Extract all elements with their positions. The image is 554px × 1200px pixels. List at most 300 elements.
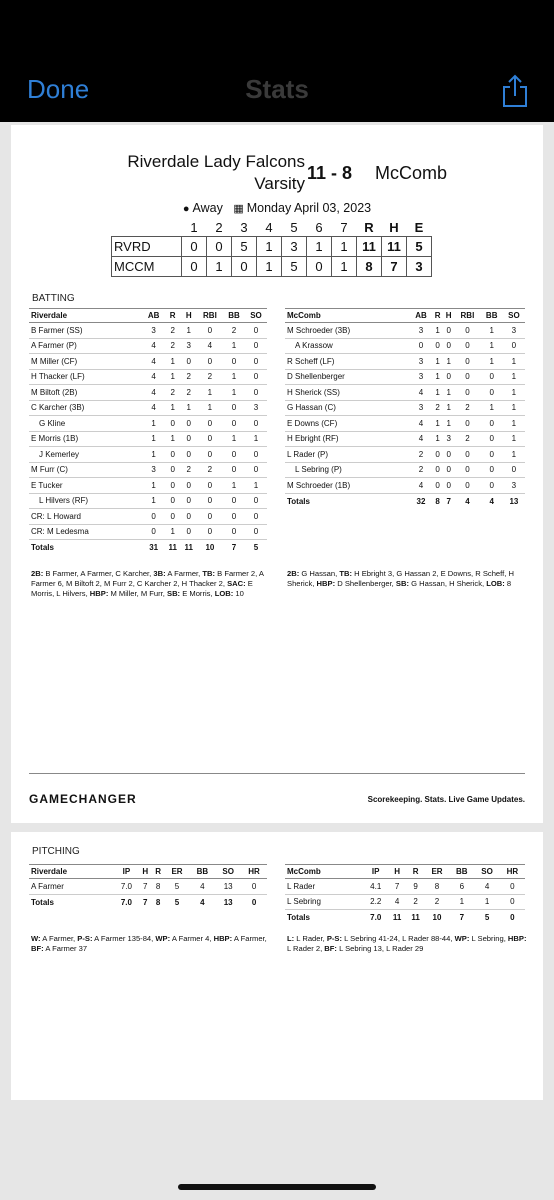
total-cell: 11 bbox=[184, 543, 193, 552]
stat-cell: 4 bbox=[143, 354, 165, 370]
stat-cell: 0 bbox=[432, 478, 443, 494]
stat-cell: 3 bbox=[143, 462, 165, 478]
stat-cell: 1 bbox=[143, 493, 165, 509]
navigation-bar bbox=[0, 0, 554, 122]
stat-cell: 3 bbox=[410, 369, 432, 385]
linescore-inning-cell: 3 bbox=[282, 236, 307, 256]
stat-cell: 0 bbox=[503, 462, 525, 478]
box-col-header: BB bbox=[189, 865, 215, 879]
stat-cell: 0 bbox=[223, 447, 245, 463]
table-row bbox=[285, 431, 525, 447]
stat-cell: 0 bbox=[432, 338, 443, 354]
player-name: CR: M Ledesma bbox=[29, 524, 143, 540]
table-row bbox=[285, 447, 525, 463]
note-key: P-S: bbox=[326, 934, 343, 943]
note-key: L: bbox=[287, 934, 295, 943]
stat-cell: 3 bbox=[503, 323, 525, 339]
stat-cell: 9 bbox=[406, 879, 425, 895]
player-name: M Schroeder (3B) bbox=[285, 323, 410, 339]
total-cell: 8 bbox=[435, 496, 440, 506]
stat-cell: 0 bbox=[481, 369, 503, 385]
stats-content[interactable] bbox=[0, 122, 554, 1200]
stat-cell: 1 bbox=[443, 385, 454, 401]
note-key: HBP: bbox=[507, 934, 527, 943]
stat-cell: 4 bbox=[143, 338, 165, 354]
stat-cell: 0 bbox=[500, 879, 525, 895]
stat-cell: 4.1 bbox=[364, 879, 388, 895]
linescore-col-header: 1 bbox=[190, 220, 198, 236]
stat-cell: 0 bbox=[503, 338, 525, 354]
box-col-header: R bbox=[406, 865, 425, 879]
stat-cell: 0 bbox=[223, 462, 245, 478]
share-icon[interactable] bbox=[501, 74, 529, 108]
note-value: 8 bbox=[504, 579, 512, 588]
table-row bbox=[29, 400, 267, 416]
table-row bbox=[285, 400, 525, 416]
stat-cell: 0 bbox=[197, 493, 223, 509]
stat-cell: 1 bbox=[443, 416, 454, 432]
stat-cell: 3 bbox=[410, 323, 432, 339]
table-row bbox=[29, 369, 267, 385]
box-col-header: SO bbox=[215, 865, 241, 879]
table-row bbox=[285, 323, 525, 339]
stat-cell: 1 bbox=[432, 416, 443, 432]
totals-row bbox=[29, 540, 267, 556]
player-name: B Farmer (SS) bbox=[29, 323, 143, 339]
note-key: W: bbox=[31, 934, 41, 943]
total-cell: 4 bbox=[200, 897, 205, 907]
stat-cell: 3 bbox=[143, 323, 165, 339]
linescore-inning-cell: 5 bbox=[232, 236, 257, 256]
stat-cell: 0 bbox=[245, 462, 267, 478]
stat-cell: 0 bbox=[454, 478, 480, 494]
linescore-row bbox=[112, 256, 432, 276]
box-col-header: IP bbox=[364, 865, 388, 879]
box-col-header: SO bbox=[245, 309, 267, 323]
note-key: SB: bbox=[167, 589, 181, 598]
stat-cell: 0 bbox=[443, 338, 454, 354]
totals-label: Totals bbox=[287, 496, 310, 506]
total-cell: 4 bbox=[465, 496, 470, 506]
stat-cell: 0 bbox=[481, 447, 503, 463]
linescore-inning-cell: 0 bbox=[207, 236, 232, 256]
stat-cell: 0 bbox=[245, 509, 267, 525]
stat-cell: 1 bbox=[143, 416, 165, 432]
home-batting-table bbox=[29, 308, 267, 555]
stat-cell: 0 bbox=[181, 524, 197, 540]
linescore-table bbox=[111, 220, 432, 277]
note-value: L Rader 2, bbox=[287, 944, 325, 953]
player-name: A Farmer bbox=[29, 879, 114, 895]
stat-cell: 1 bbox=[503, 431, 525, 447]
home-team-line2: Varsity bbox=[254, 174, 305, 193]
stat-cell: 4 bbox=[143, 385, 165, 401]
stat-cell: 1 bbox=[432, 354, 443, 370]
box-col-header: SO bbox=[503, 309, 525, 323]
box-col-header: H bbox=[388, 865, 407, 879]
stat-cell: 8 bbox=[425, 879, 449, 895]
note-value: A Farmer 4, bbox=[170, 934, 214, 943]
stat-cell: 0 bbox=[454, 462, 480, 478]
table-row bbox=[285, 879, 525, 895]
player-name: L Hilvers (RF) bbox=[29, 493, 143, 509]
stat-cell: 3 bbox=[503, 478, 525, 494]
stat-cell: 0 bbox=[197, 354, 223, 370]
box-header-row bbox=[285, 309, 525, 323]
box-header-row bbox=[285, 865, 525, 879]
linescore-e-cell: 3 bbox=[407, 256, 432, 276]
linescore-inning-cell: 1 bbox=[332, 256, 357, 276]
table-row bbox=[29, 447, 267, 463]
stat-cell: 1 bbox=[165, 369, 181, 385]
stat-cell: 1 bbox=[181, 323, 197, 339]
table-row bbox=[29, 509, 267, 525]
stat-cell: 0 bbox=[165, 447, 181, 463]
stat-cell: 0 bbox=[432, 447, 443, 463]
total-cell: 5 bbox=[174, 897, 180, 907]
linescore-col-header: 5 bbox=[290, 220, 298, 236]
linescore-col-header: 3 bbox=[240, 220, 248, 236]
linescore-row bbox=[112, 236, 432, 256]
box-col-header: HR bbox=[500, 865, 525, 879]
stat-cell: 1 bbox=[245, 431, 267, 447]
player-name: H Ebright (RF) bbox=[285, 431, 410, 447]
stat-cell: 0 bbox=[181, 509, 197, 525]
away-pitching-table bbox=[285, 864, 525, 925]
note-key: 2B: bbox=[287, 569, 300, 578]
table-row bbox=[285, 462, 525, 478]
stat-cell: 1 bbox=[503, 416, 525, 432]
linescore-h-cell: 7 bbox=[382, 256, 407, 276]
player-name: M Miller (CF) bbox=[29, 354, 143, 370]
totals-label: Totals bbox=[31, 897, 54, 907]
player-name: D Shellenberger bbox=[285, 369, 410, 385]
player-name: H Thacker (LF) bbox=[29, 369, 143, 385]
stat-cell: 0 bbox=[223, 400, 245, 416]
stat-cell: 6 bbox=[449, 879, 474, 895]
player-name: E Downs (CF) bbox=[285, 416, 410, 432]
stat-cell: 1 bbox=[165, 354, 181, 370]
done-button[interactable]: Done bbox=[27, 74, 90, 104]
player-name: C Karcher (3B) bbox=[29, 400, 143, 416]
linescore-team: MCCM bbox=[112, 256, 182, 276]
home-team-name bbox=[11, 151, 305, 195]
stat-cell: 0 bbox=[454, 323, 480, 339]
box-col-header: SO bbox=[474, 865, 499, 879]
total-cell: 32 bbox=[416, 496, 426, 506]
note-key: HBP: bbox=[213, 934, 233, 943]
note-value: H Ebright 3, G Hassan 2, E Downs, R Scheff, H Sherick, bbox=[287, 569, 514, 588]
stat-cell: 1 bbox=[197, 385, 223, 401]
stat-cell: 1 bbox=[503, 354, 525, 370]
table-row bbox=[29, 385, 267, 401]
totals-label: Totals bbox=[287, 913, 310, 922]
stat-cell: 0 bbox=[197, 431, 223, 447]
note-value: G Hassan, bbox=[299, 569, 340, 578]
linescore-inning-cell: 1 bbox=[257, 236, 282, 256]
stat-cell: 4 bbox=[189, 879, 215, 895]
note-value: B Farmer 2, A Farmer 6, M Biltoft 2, M Furr 2, C Karcher 2, H Thacker 2, bbox=[31, 569, 264, 588]
total-cell: 13 bbox=[223, 897, 233, 907]
box-col-header: AB bbox=[410, 309, 432, 323]
note-key: HBP: bbox=[89, 589, 109, 598]
stat-cell: 1 bbox=[432, 369, 443, 385]
linescore-r-cell: 11 bbox=[357, 236, 382, 256]
stat-cell: 1 bbox=[503, 447, 525, 463]
stat-cell: 1 bbox=[503, 385, 525, 401]
stat-cell: 0 bbox=[443, 323, 454, 339]
note-key: TB: bbox=[202, 569, 216, 578]
home-pitching-notes bbox=[31, 934, 271, 954]
stat-cell: 0 bbox=[143, 524, 165, 540]
stat-cell: 1 bbox=[432, 431, 443, 447]
note-value: L Sebring 41-24, L Rader 88-44, bbox=[342, 934, 455, 943]
stat-cell: 4 bbox=[410, 431, 432, 447]
linescore-corner bbox=[112, 220, 182, 236]
stat-cell: 2 bbox=[181, 385, 197, 401]
linescore-r-cell: 8 bbox=[357, 256, 382, 276]
stat-cell: 1 bbox=[503, 369, 525, 385]
away-team-name: McComb bbox=[375, 163, 448, 183]
stat-cell: 1 bbox=[503, 400, 525, 416]
note-value: A Farmer, bbox=[40, 934, 78, 943]
table-row bbox=[29, 323, 267, 339]
total-cell: 7.0 bbox=[370, 913, 382, 922]
stat-cell: 0 bbox=[432, 462, 443, 478]
stat-cell: 2 bbox=[425, 894, 449, 910]
stat-cell: 2 bbox=[410, 462, 432, 478]
stat-cell: 2 bbox=[454, 431, 480, 447]
stat-cell: 2 bbox=[165, 385, 181, 401]
total-cell: 7 bbox=[143, 897, 148, 907]
stat-cell: 0 bbox=[454, 338, 480, 354]
stat-cell: 5 bbox=[165, 879, 190, 895]
linescore-h-cell: 11 bbox=[382, 236, 407, 256]
stat-cell: 8 bbox=[152, 879, 165, 895]
stat-cell: 0 bbox=[165, 462, 181, 478]
box-col-header: R bbox=[165, 309, 181, 323]
stat-cell: 0 bbox=[181, 478, 197, 494]
table-row bbox=[285, 369, 525, 385]
box-col-header: IP bbox=[114, 865, 139, 879]
stat-cell: 1 bbox=[481, 323, 503, 339]
stat-cell: 0 bbox=[481, 385, 503, 401]
stat-cell: 1 bbox=[245, 478, 267, 494]
totals-label: Totals bbox=[31, 543, 54, 552]
box-col-header: ER bbox=[425, 865, 449, 879]
stat-cell: 1 bbox=[223, 478, 245, 494]
table-row bbox=[29, 879, 267, 895]
total-cell: 10 bbox=[205, 543, 215, 552]
player-name: R Scheff (LF) bbox=[285, 354, 410, 370]
stat-cell: 0 bbox=[245, 493, 267, 509]
linescore-inning-cell: 1 bbox=[257, 256, 282, 276]
note-value: E Morris, L Hilvers, bbox=[31, 579, 253, 598]
total-cell: 0 bbox=[251, 897, 257, 907]
box-col-header: HR bbox=[241, 865, 267, 879]
box-team-header: Riverdale bbox=[29, 309, 143, 323]
note-value: B Farmer, A Farmer, C Karcher, bbox=[43, 569, 154, 578]
stat-cell: 0 bbox=[481, 416, 503, 432]
player-name: G Hassan (C) bbox=[285, 400, 410, 416]
player-name: L Rader bbox=[285, 879, 364, 895]
box-col-header: H bbox=[139, 865, 152, 879]
box-col-header: BB bbox=[481, 309, 503, 323]
table-row bbox=[285, 416, 525, 432]
home-batting-notes bbox=[31, 569, 271, 599]
linescore-col-header: 4 bbox=[265, 220, 273, 236]
linescore-col-header: R bbox=[364, 220, 374, 236]
stat-cell: 0 bbox=[181, 493, 197, 509]
stat-cell: 0 bbox=[223, 354, 245, 370]
stat-cell: 0 bbox=[454, 447, 480, 463]
box-header-row bbox=[29, 309, 267, 323]
stat-cell: 0 bbox=[245, 338, 267, 354]
linescore-team: RVRD bbox=[112, 236, 182, 256]
stat-cell: 0 bbox=[410, 338, 432, 354]
stat-cell: 0 bbox=[143, 509, 165, 525]
stat-cell: 1 bbox=[165, 431, 181, 447]
stat-cell: 0 bbox=[245, 447, 267, 463]
table-row bbox=[29, 493, 267, 509]
box-team-header: Riverdale bbox=[29, 865, 114, 879]
home-indicator[interactable] bbox=[178, 1184, 376, 1190]
totals-row bbox=[285, 910, 525, 926]
stat-cell: 1 bbox=[197, 400, 223, 416]
box-team-header: McComb bbox=[285, 309, 410, 323]
stat-cell: 2.2 bbox=[364, 894, 388, 910]
stat-cell: 1 bbox=[443, 400, 454, 416]
linescore-e-cell: 5 bbox=[407, 236, 432, 256]
footer-tagline: Scorekeeping. Stats. Live Game Updates. bbox=[367, 795, 525, 804]
player-name: CR: L Howard bbox=[29, 509, 143, 525]
linescore-inning-cell: 0 bbox=[182, 256, 207, 276]
stat-cell: 0 bbox=[481, 478, 503, 494]
box-col-header: R bbox=[152, 865, 165, 879]
stat-cell: 1 bbox=[223, 431, 245, 447]
note-value: E Morris, bbox=[180, 589, 215, 598]
pin-icon: ● bbox=[182, 203, 190, 215]
note-value: D Shellenberger, bbox=[335, 579, 396, 588]
note-value: G Hassan, H Sherick, bbox=[408, 579, 487, 588]
box-col-header: BB bbox=[223, 309, 245, 323]
stat-cell: 0 bbox=[223, 509, 245, 525]
note-value: A Farmer, bbox=[232, 934, 267, 943]
stat-cell: 3 bbox=[181, 338, 197, 354]
total-cell: 5 bbox=[253, 543, 259, 552]
table-row bbox=[285, 338, 525, 354]
stat-cell: 4 bbox=[197, 338, 223, 354]
linescore-inning-cell: 0 bbox=[182, 236, 207, 256]
total-cell: 7 bbox=[446, 496, 451, 506]
stat-cell: 0 bbox=[245, 385, 267, 401]
note-key: LOB: bbox=[214, 589, 234, 598]
linescore-inning-cell: 0 bbox=[307, 256, 332, 276]
stat-cell: 2 bbox=[223, 323, 245, 339]
stat-cell: 1 bbox=[165, 400, 181, 416]
player-name: L Rader (P) bbox=[285, 447, 410, 463]
table-row bbox=[29, 431, 267, 447]
stat-cell: 2 bbox=[181, 462, 197, 478]
stat-cell: 0 bbox=[481, 431, 503, 447]
stat-cell: 7 bbox=[139, 879, 152, 895]
stat-cell: 0 bbox=[245, 323, 267, 339]
total-cell: 7.0 bbox=[120, 897, 132, 907]
stat-cell: 0 bbox=[454, 385, 480, 401]
stat-cell: 3 bbox=[410, 400, 432, 416]
note-key: WP: bbox=[454, 934, 470, 943]
stat-cell: 0 bbox=[481, 462, 503, 478]
stat-cell: 2 bbox=[165, 323, 181, 339]
page-title: Stats bbox=[245, 74, 309, 104]
stat-cell: 1 bbox=[223, 369, 245, 385]
linescore-col-header: E bbox=[414, 220, 424, 236]
total-cell: 7 bbox=[459, 913, 465, 922]
totals-row bbox=[29, 894, 267, 910]
stat-cell: 0 bbox=[165, 478, 181, 494]
note-key: BF: bbox=[31, 944, 44, 953]
stat-cell: 0 bbox=[165, 493, 181, 509]
note-value: L Sebring 13, L Rader 29 bbox=[336, 944, 424, 953]
stat-cell: 2 bbox=[454, 400, 480, 416]
totals-row bbox=[285, 493, 525, 509]
stat-cell: 1 bbox=[432, 385, 443, 401]
stat-cell: 0 bbox=[197, 323, 223, 339]
game-meta bbox=[11, 201, 543, 215]
note-value: L Sebring, bbox=[469, 934, 508, 943]
stat-cell: 2 bbox=[432, 400, 443, 416]
player-name: L Sebring bbox=[285, 894, 364, 910]
stat-cell: 4 bbox=[410, 416, 432, 432]
final-score: 11 - 8 bbox=[307, 163, 353, 183]
stat-cell: 4 bbox=[143, 369, 165, 385]
note-key: P-S: bbox=[77, 934, 93, 943]
stat-cell: 1 bbox=[474, 894, 499, 910]
stat-cell: 2 bbox=[181, 369, 197, 385]
home-pitching-table bbox=[29, 864, 267, 910]
box-col-header: H bbox=[181, 309, 197, 323]
table-row bbox=[285, 385, 525, 401]
linescore-col-header: H bbox=[389, 220, 399, 236]
stat-cell: 2 bbox=[165, 338, 181, 354]
stat-cell: 1 bbox=[143, 478, 165, 494]
stat-cell: 2 bbox=[410, 447, 432, 463]
game-date: Monday April 03, 2023 bbox=[246, 201, 372, 215]
calendar-icon: ▦ bbox=[233, 203, 244, 215]
linescore-inning-cell: 0 bbox=[232, 256, 257, 276]
stat-cell: 0 bbox=[181, 431, 197, 447]
player-name: J Kemerley bbox=[29, 447, 143, 463]
stat-cell: 0 bbox=[223, 524, 245, 540]
total-cell: 31 bbox=[149, 543, 159, 552]
stat-cell: 0 bbox=[454, 354, 480, 370]
stat-cell: 1 bbox=[143, 431, 165, 447]
total-cell: 11 bbox=[168, 543, 177, 552]
stat-cell: 0 bbox=[197, 509, 223, 525]
stat-cell: 0 bbox=[443, 478, 454, 494]
player-name: L Sebring (P) bbox=[285, 462, 410, 478]
total-cell: 4 bbox=[489, 496, 494, 506]
stat-cell: 0 bbox=[223, 493, 245, 509]
player-name: A Farmer (P) bbox=[29, 338, 143, 354]
stat-cell: 1 bbox=[449, 894, 474, 910]
stat-cell: 0 bbox=[454, 416, 480, 432]
note-key: SB: bbox=[395, 579, 409, 588]
table-row bbox=[29, 416, 267, 432]
linescore-col-header: 2 bbox=[215, 220, 223, 236]
stat-cell: 1 bbox=[143, 447, 165, 463]
stat-cell: 0 bbox=[245, 524, 267, 540]
